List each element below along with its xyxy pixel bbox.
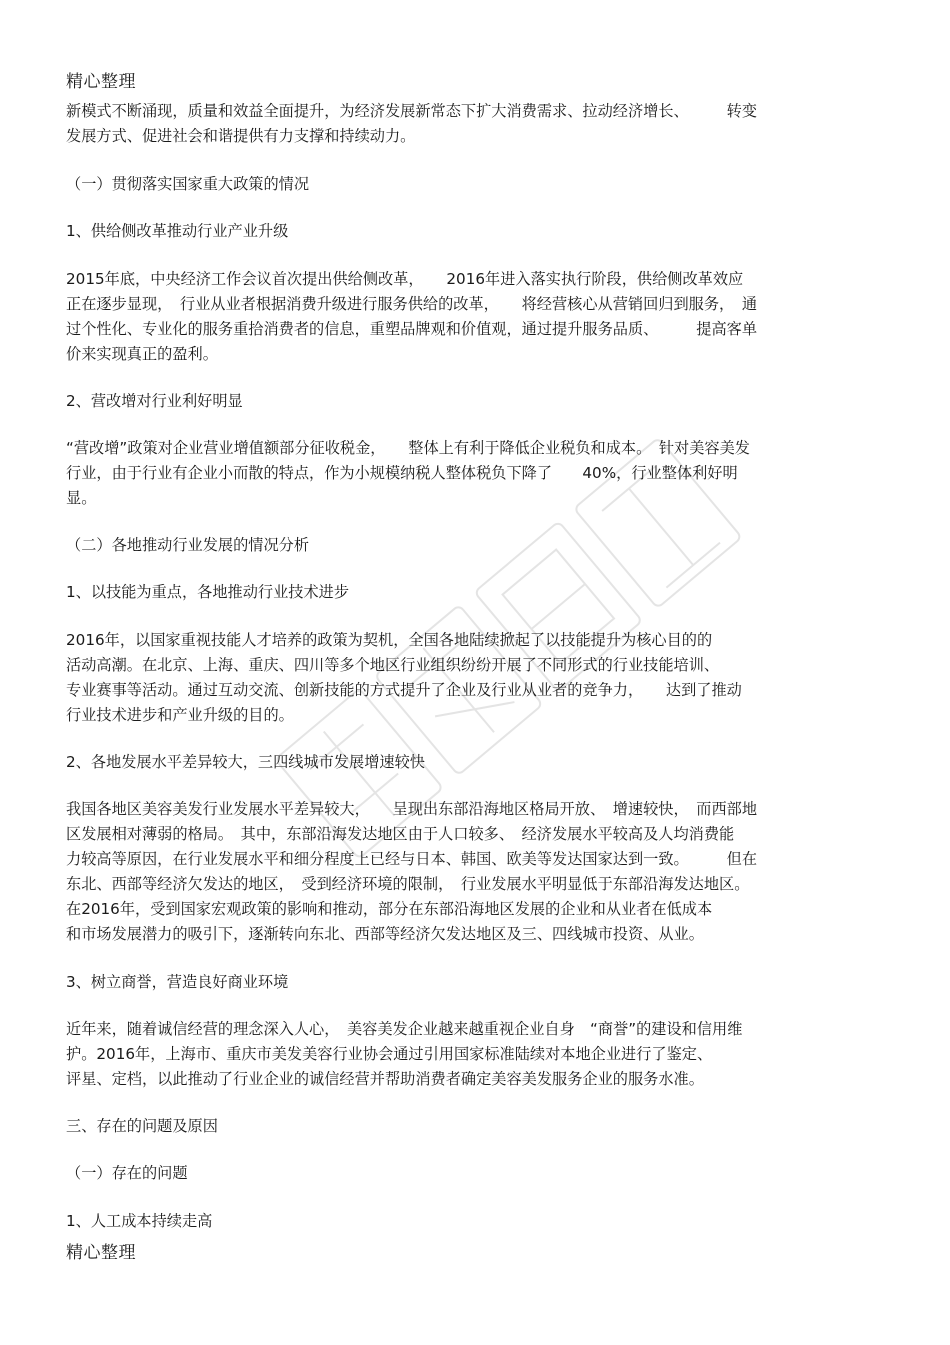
body-text-line: 发展方式、促进社会和谐提供有力支撑和持续动力。 bbox=[66, 127, 416, 145]
body-text-line: 东北、西部等经济欠发达的地区， 受到经济环境的限制， 行业发展水平明显低于东部沿海发达地区。 bbox=[66, 875, 750, 893]
subsection-heading: 1、以技能为重点，各地推动行业技术进步 bbox=[66, 583, 350, 601]
body-text-line: 力较高等原因，在行业发展水平和细分程度上已经与日本、韩国、欧美等发达国家达到一致。 但在 bbox=[66, 850, 758, 868]
section-heading: （二）各地推动行业发展的情况分析 bbox=[66, 536, 309, 554]
body-text-line: 2015年底，中央经济工作会议首次提出供给侧改革， 2016年进入落实执行阶段，供给侧改革效应 bbox=[66, 270, 744, 288]
body-text-line: 行业，由于行业有企业小而散的特点，作为小规模纳税人整体税负下降了 40%，行业整体利好明 bbox=[66, 464, 738, 482]
chapter-heading: 三、存在的问题及原因 bbox=[66, 1117, 218, 1135]
body-text-line: 价来实现真正的盈利。 bbox=[66, 345, 218, 363]
subsection-heading: 1、供给侧改革推动行业产业升级 bbox=[66, 222, 289, 240]
body-text-line: 显。 bbox=[66, 489, 97, 507]
body-text-line: 区发展相对薄弱的格局。 其中，东部沿海发达地区由于人口较多、 经济发展水平较高及人均消费能 bbox=[66, 825, 735, 843]
subsection-heading: 3、树立商誉，营造良好商业环境 bbox=[66, 973, 289, 991]
subsection-heading: 2、营改增对行业利好明显 bbox=[66, 392, 243, 410]
body-text-line: 护。2016年，上海市、重庆市美发美容行业协会通过引用国家标准陆续对本地企业进行了鉴定、 bbox=[66, 1045, 713, 1063]
body-text-line: 行业技术进步和产业升级的目的。 bbox=[66, 706, 294, 724]
body-text-line: 近年来，随着诚信经营的理念深入人心， 美容美发企业越来越重视企业自身 “商誉”的建设和信用维 bbox=[66, 1020, 743, 1038]
body-text-line: 和市场发展潜力的吸引下，逐渐转向东北、西部等经济欠发达地区及三、四线城市投资、从业。 bbox=[66, 925, 704, 943]
body-text-line: 我国各地区美容美发行业发展水平差异较大， 呈现出东部沿海地区格局开放、 增速较快， 而西部地 bbox=[66, 800, 758, 818]
body-text-line: 新模式不断涌现，质量和效益全面提升，为经济发展新常态下扩大消费需求、拉动经济增长、 转变 bbox=[66, 102, 758, 120]
section-heading: （一）存在的问题 bbox=[66, 1164, 188, 1182]
watermark-graphic bbox=[230, 300, 870, 940]
body-text-line: “营改增”政策对企业营业增值额部分征收税金， 整体上有利于降低企业税负和成本。 针对美容美发 bbox=[66, 439, 750, 457]
page-footer-text: 精心整理 bbox=[66, 1243, 136, 1263]
section-heading: （一）贯彻落实国家重大政策的情况 bbox=[66, 175, 309, 193]
body-text-line: 正在逐步显现， 行业从业者根据消费升级进行服务供给的改革， 将经营核心从营销回归到服务， 通 bbox=[66, 295, 758, 313]
page-header-text: 精心整理 bbox=[66, 72, 136, 92]
body-text-line: 过个性化、专业化的服务重拾消费者的信息，重塑品牌观和价值观，通过提升服务品质、 提高客单 bbox=[66, 320, 758, 338]
body-text-line: 评星、定档，以此推动了行业企业的诚信经营并帮助消费者确定美容美发服务企业的服务水准。 bbox=[66, 1070, 704, 1088]
body-text-line: 活动高潮。在北京、上海、重庆、四川等多个地区行业组织纷纷开展了不同形式的行业技能培训、 bbox=[66, 656, 720, 674]
subsection-heading: 1、人工成本持续走高 bbox=[66, 1212, 213, 1230]
body-text-line: 专业赛事等活动。通过互动交流、创新技能的方式提升了企业及行业从业者的竞争力， 达到了推动 bbox=[66, 681, 742, 699]
body-text-line: 在2016年，受到国家宏观政策的影响和推动，部分在东部沿海地区发展的企业和从业者在低成本 bbox=[66, 900, 713, 918]
body-text-line: 2016年，以国家重视技能人才培养的政策为契机，全国各地陆续掀起了以技能提升为核心目的的 bbox=[66, 631, 713, 649]
subsection-heading: 2、各地发展水平差异较大，三四线城市发展增速较快 bbox=[66, 753, 425, 771]
